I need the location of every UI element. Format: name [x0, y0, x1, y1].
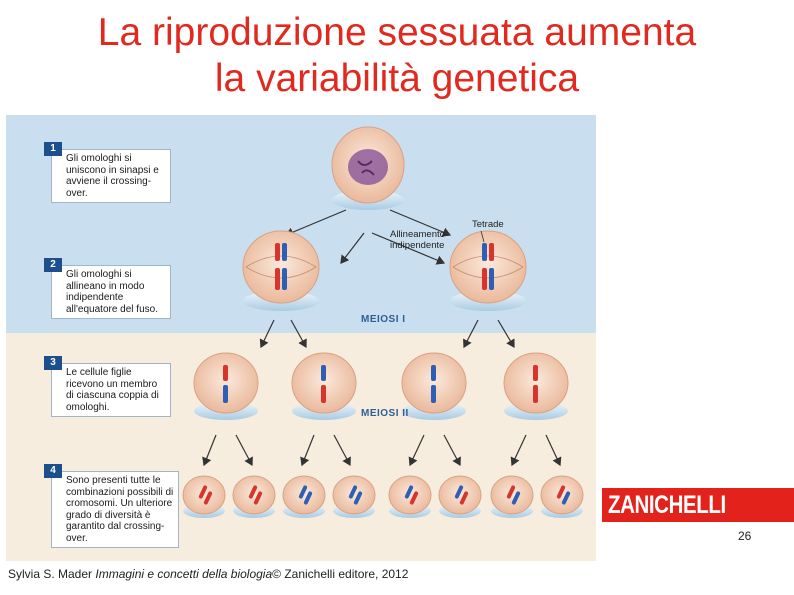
credit-publisher: © Zanichelli editore, 2012	[272, 567, 409, 581]
meiosis-figure	[6, 115, 596, 561]
logo-text: ZANICHELLI	[608, 491, 726, 519]
step-3-box	[50, 357, 171, 417]
step-4-box	[50, 465, 179, 548]
parent-cell	[332, 127, 404, 210]
tetrad-label: Tetrade	[472, 219, 504, 230]
page-number: 26	[738, 529, 752, 543]
step-1-text: Gli omologhi si uniscono in sinapsi e avviene il crossing-over.	[66, 153, 159, 199]
step-4-text: Sono presenti tutte le combinazioni possibili di cromosomi. Un ulteriore grado di diversità è garantito dal crossing-over.	[66, 475, 174, 544]
meiosis-1-label: MEIOSI I	[361, 314, 406, 325]
metaphase-cell-left	[243, 231, 319, 311]
metaphase-cell-right	[450, 231, 526, 311]
step-1-badge: 1	[44, 142, 62, 156]
alignment-label: Allineamento indipendente	[390, 229, 445, 251]
step-3-text: Le cellule figlie ricevono un membro di ciascuna coppia di omologhi.	[66, 367, 159, 413]
step-2-box	[50, 259, 171, 319]
meiosis-2-label: MEIOSI II	[361, 408, 409, 419]
credit-line	[8, 567, 408, 581]
step-2-badge: 2	[44, 258, 62, 272]
step-1-box	[50, 143, 171, 203]
slide-title	[0, 10, 794, 102]
step-3-badge: 3	[44, 356, 62, 370]
credit-book: Immagini e concetti della biologia	[95, 567, 273, 581]
step-4-badge: 4	[44, 464, 62, 478]
title-line-1: La riproduzione sessuata aumenta	[97, 11, 697, 54]
step-2-text: Gli omologhi si allineano in modo indipendente all'equatore del fuso.	[66, 269, 158, 315]
title-line-2: la variabilità genetica	[214, 57, 580, 100]
zanichelli-logo	[602, 488, 794, 522]
credit-author: Sylvia S. Mader	[8, 567, 96, 581]
